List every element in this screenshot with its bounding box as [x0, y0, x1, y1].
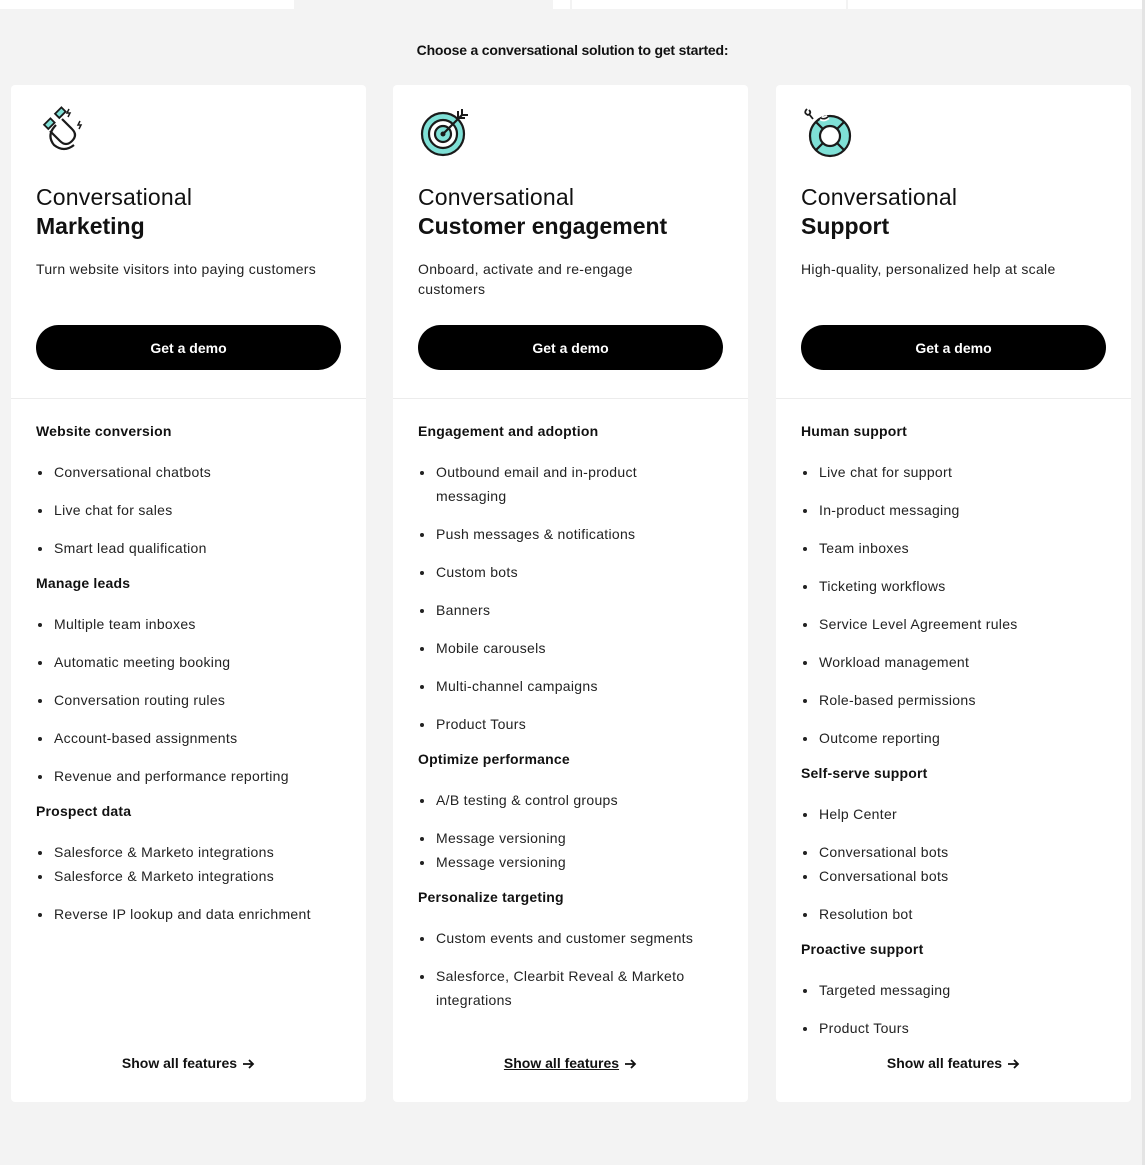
feature-item: Outcome reporting: [801, 726, 1121, 750]
top-tab-segment: [553, 0, 570, 9]
card-marketing: [11, 85, 366, 1102]
feature-item: Service Level Agreement rules: [801, 612, 1121, 636]
target-icon: [418, 105, 472, 159]
feature-item: Reverse IP lookup and data enrichment: [36, 902, 356, 926]
feature-item: Conversation routing rules: [36, 688, 356, 712]
get-demo-button[interactable]: Get a demo: [36, 325, 341, 370]
feature-list: [801, 422, 1121, 1054]
feature-item: Account-based assignments: [36, 726, 356, 750]
card-title-prefix: Conversational: [418, 184, 575, 210]
feature-group-title: Proactive support: [801, 941, 924, 957]
feature-item: Custom bots: [418, 560, 738, 584]
feature-group-title: Self-serve support: [801, 765, 928, 781]
feature-item: Targeted messaging: [801, 978, 1121, 1002]
feature-item: Product Tours: [801, 1016, 1121, 1040]
feature-item: Outbound email and in-product messaging: [418, 460, 668, 508]
feature-item: A/B testing & control groups: [418, 788, 738, 812]
feature-item: Banners: [418, 598, 738, 622]
card-title-prefix: Conversational: [801, 184, 958, 210]
top-tab-segment: [572, 0, 846, 9]
feature-item: Live chat for support: [801, 460, 1121, 484]
feature-group-title: Manage leads: [36, 575, 131, 591]
show-all-features-label: Show all features: [886, 1055, 1003, 1071]
arrow-right-icon: [625, 1056, 637, 1072]
top-tab-segment: [848, 0, 1145, 9]
feature-item: Automatic meeting booking: [36, 650, 356, 674]
feature-item: Multi-channel campaigns: [418, 674, 738, 698]
card-divider: [393, 398, 748, 399]
feature-item: Multiple team inboxes: [36, 612, 356, 636]
feature-group-title: Human support: [801, 423, 908, 439]
feature-item: Product Tours: [418, 712, 738, 736]
feature-item: Smart lead qualification: [36, 536, 356, 560]
get-demo-button[interactable]: Get a demo: [418, 325, 723, 370]
lifebuoy-icon: [801, 105, 855, 159]
feature-group-title: Personalize targeting: [418, 889, 564, 905]
feature-item: Help Center: [801, 802, 1121, 826]
card-description: Turn website visitors into paying customers: [36, 261, 317, 277]
card-title: Customer engagement: [418, 213, 668, 239]
feature-item: Message versioning: [418, 826, 738, 850]
arrow-right-icon: [1008, 1056, 1020, 1072]
feature-item: Salesforce, Clearbit Reveal & Marketo integrations: [418, 964, 708, 1012]
card-support: [776, 85, 1131, 1102]
magnet-icon: [36, 105, 90, 159]
page-heading: Choose a conversational solution to get started:: [416, 42, 729, 58]
card-description: Onboard, activate and re-engage customers: [418, 261, 633, 297]
feature-group-title: Engagement and adoption: [418, 423, 599, 439]
card-customer-engagement: [393, 85, 748, 1102]
card-title-prefix: Conversational: [36, 184, 193, 210]
show-all-features-link[interactable]: [776, 1055, 1131, 1072]
feature-item: Ticketing workflows: [801, 574, 1121, 598]
show-all-features-link[interactable]: [11, 1055, 366, 1072]
show-all-features-link[interactable]: [393, 1055, 748, 1072]
show-all-features-label: Show all features: [121, 1055, 238, 1071]
feature-list: [36, 422, 356, 940]
top-tab-strip: [0, 0, 1145, 10]
feature-item: Conversational bots: [801, 864, 1121, 888]
feature-item: In-product messaging: [801, 498, 1121, 522]
feature-item: Role-based permissions: [801, 688, 1121, 712]
feature-group-title: Website conversion: [36, 423, 172, 439]
feature-item: Revenue and performance reporting: [36, 764, 356, 788]
feature-item: Salesforce & Marketo integrations: [36, 840, 356, 864]
feature-item: Team inboxes: [801, 536, 1121, 560]
card-title: Marketing: [36, 213, 145, 239]
feature-item: Salesforce & Marketo integrations: [36, 864, 356, 888]
show-all-features-label: Show all features: [503, 1055, 620, 1071]
feature-list: [418, 422, 738, 1026]
feature-item: Mobile carousels: [418, 636, 738, 660]
card-divider: [776, 398, 1131, 399]
card-title: Support: [801, 213, 890, 239]
feature-item: Conversational bots: [801, 840, 1121, 864]
card-description: High-quality, personalized help at scale: [801, 261, 1056, 277]
feature-item: Push messages & notifications: [418, 522, 738, 546]
get-demo-button[interactable]: Get a demo: [801, 325, 1106, 370]
feature-group-title: Prospect data: [36, 803, 132, 819]
feature-item: Live chat for sales: [36, 498, 356, 522]
feature-item: Conversational chatbots: [36, 460, 356, 484]
feature-item: Workload management: [801, 650, 1121, 674]
feature-item: Custom events and customer segments: [418, 926, 738, 950]
feature-group-title: Optimize performance: [418, 751, 570, 767]
arrow-right-icon: [243, 1056, 255, 1072]
feature-item: Message versioning: [418, 850, 738, 874]
top-tab-segment: [0, 0, 294, 9]
feature-item: Resolution bot: [801, 902, 1121, 926]
card-divider: [11, 398, 366, 399]
